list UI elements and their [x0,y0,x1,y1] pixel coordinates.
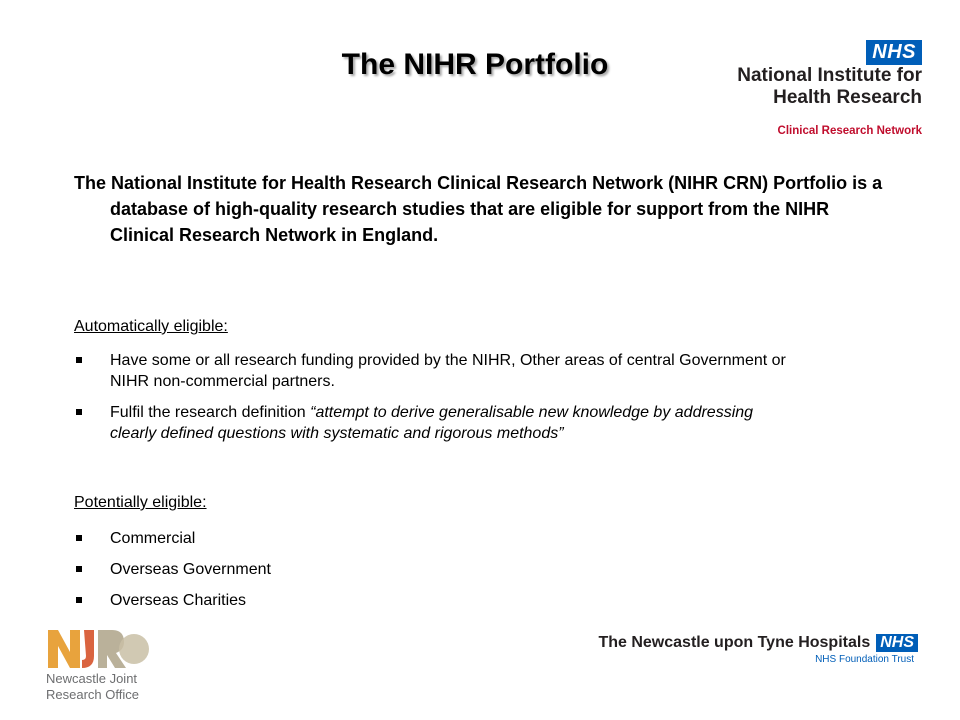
bullet-square-icon [76,357,82,363]
nihr-logo [732,40,922,137]
njro-j-shape [82,630,94,668]
list-item-text: Have some or all research funding provided by the NIHR, Other areas of central Government or NIHR non-commercial partners. [110,352,786,390]
nihr-logo-network: Clinical Research Network [777,125,922,137]
list-item-text: Overseas Government [110,561,271,578]
bullet-square-icon [76,535,82,541]
njro-logo-line1: Newcastle Joint [46,671,138,686]
page-title: The NIHR Portfolio [341,48,609,81]
list-item [74,590,794,611]
njro-logo-line2: Research Office [46,687,139,702]
list-item [74,559,794,580]
automatically-eligible-heading: Automatically eligible: [74,318,228,335]
list-item-text: Fulfil the research definition [110,404,311,421]
intro-paragraph: The National Institute for Health Research Clinical Research Network (NIHR CRN) Portfolio is a database of high-quality research studies that are eligible for support from the NIHR Clinical Research Network in England. [74,173,883,245]
bullet-square-icon [76,597,82,603]
list-item-text: Commercial [110,530,196,547]
nuth-logo [598,634,918,665]
nuth-logo-trust: NHS Foundation Trust [815,654,914,665]
nihr-logo-line1: National Institute for [737,65,922,86]
nuth-nhs-badge: NHS [876,634,918,652]
njro-o-shape [119,634,149,664]
automatically-eligible-list [74,350,794,454]
nuth-logo-name: The Newcastle upon Tyne Hospitals [598,634,871,651]
bullet-square-icon [76,566,82,572]
bullet-square-icon [76,409,82,415]
njro-logo [46,626,176,702]
research-definition-quote: “attempt to derive generalisable new knowledge by addressing clearly defined questions with systematic and rigorous methods” [110,404,754,442]
nhs-logo-badge: NHS [866,40,922,65]
njro-logo-mark-icon [46,626,176,670]
njro-n-shape [48,630,80,668]
list-item-text: Overseas Charities [110,592,247,609]
list-item [74,350,794,392]
nihr-logo-line2: Health Research [773,87,922,108]
potentially-eligible-list [74,528,794,621]
potentially-eligible-heading: Potentially eligible: [74,494,207,511]
list-item [74,402,794,444]
list-item [74,528,794,549]
